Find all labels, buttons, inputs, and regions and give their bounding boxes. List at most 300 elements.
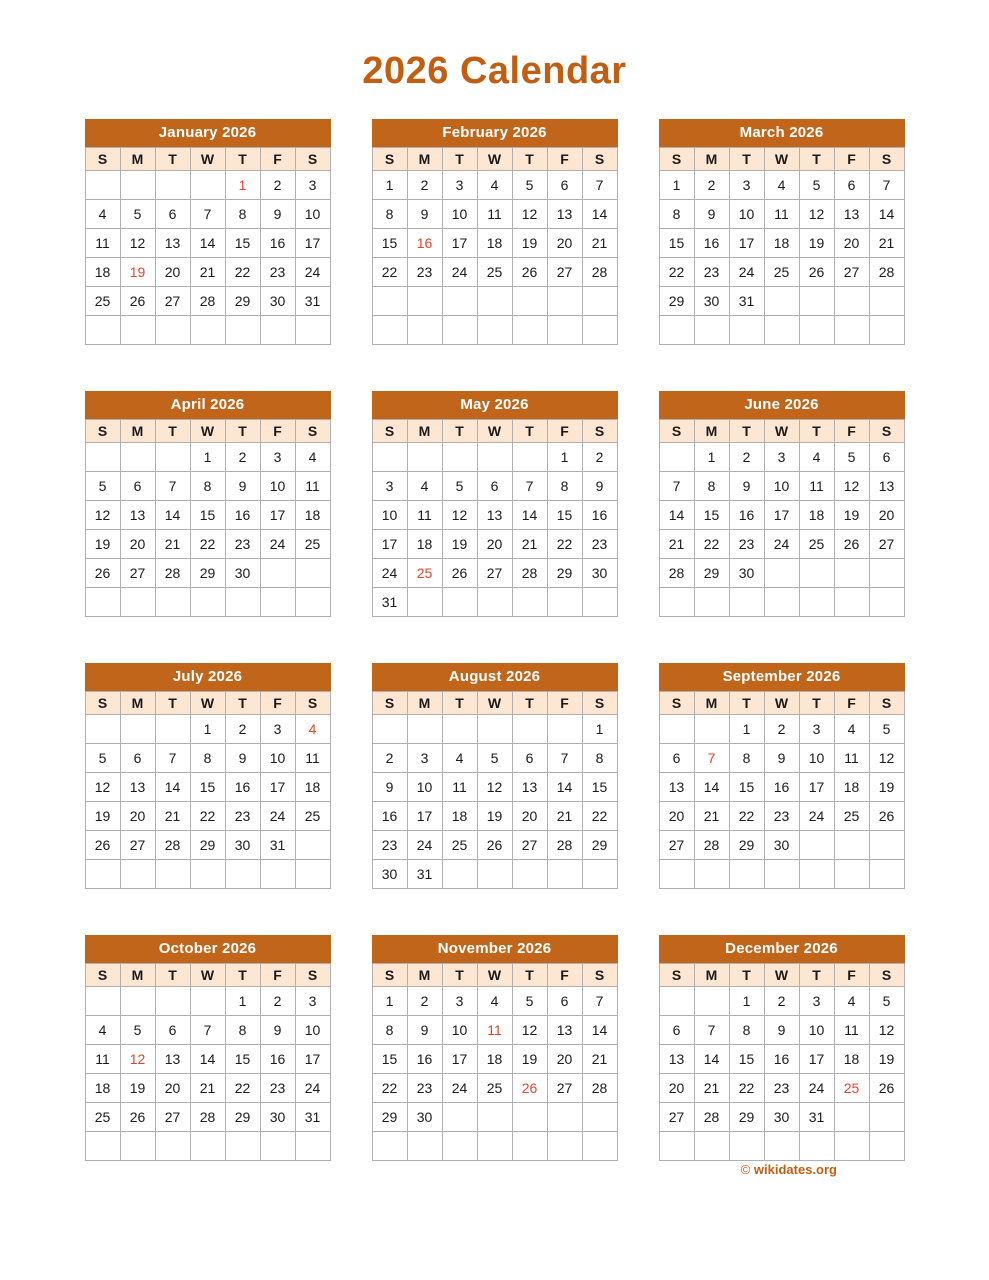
day-cell[interactable]: 22	[729, 802, 764, 831]
day-cell[interactable]: 18	[85, 258, 120, 287]
day-cell[interactable]: 3	[260, 715, 295, 744]
day-cell[interactable]: 17	[799, 773, 834, 802]
day-cell[interactable]: 15	[729, 773, 764, 802]
day-cell[interactable]: 28	[190, 1103, 225, 1132]
day-cell[interactable]: 9	[407, 200, 442, 229]
day-cell[interactable]: 11	[85, 1045, 120, 1074]
day-cell[interactable]: 15	[225, 1045, 260, 1074]
day-cell[interactable]: 30	[407, 1103, 442, 1132]
day-cell[interactable]: 16	[372, 802, 407, 831]
day-cell[interactable]: 3	[799, 987, 834, 1016]
day-cell[interactable]: 13	[547, 1016, 582, 1045]
day-cell-holiday[interactable]: 19	[120, 258, 155, 287]
day-cell[interactable]: 23	[764, 802, 799, 831]
day-cell-holiday[interactable]: 25	[407, 559, 442, 588]
day-cell[interactable]: 5	[120, 200, 155, 229]
day-cell[interactable]: 8	[190, 472, 225, 501]
day-cell[interactable]: 3	[295, 171, 330, 200]
day-cell[interactable]: 28	[155, 559, 190, 588]
day-cell[interactable]: 8	[659, 200, 694, 229]
day-cell[interactable]: 5	[120, 1016, 155, 1045]
day-cell-holiday[interactable]: 26	[512, 1074, 547, 1103]
day-cell[interactable]: 12	[512, 200, 547, 229]
day-cell[interactable]: 2	[764, 715, 799, 744]
day-cell[interactable]: 26	[869, 802, 904, 831]
day-cell[interactable]: 25	[85, 1103, 120, 1132]
day-cell[interactable]: 30	[729, 559, 764, 588]
day-cell[interactable]: 5	[869, 715, 904, 744]
day-cell[interactable]: 16	[764, 1045, 799, 1074]
day-cell[interactable]: 18	[295, 773, 330, 802]
day-cell-holiday[interactable]: 7	[694, 744, 729, 773]
day-cell[interactable]: 29	[729, 831, 764, 860]
day-cell[interactable]: 7	[694, 1016, 729, 1045]
day-cell[interactable]: 27	[477, 559, 512, 588]
day-cell[interactable]: 21	[582, 1045, 617, 1074]
day-cell[interactable]: 14	[547, 773, 582, 802]
day-cell[interactable]: 13	[155, 229, 190, 258]
day-cell[interactable]: 21	[694, 1074, 729, 1103]
day-cell[interactable]: 19	[512, 229, 547, 258]
day-cell[interactable]: 22	[729, 1074, 764, 1103]
day-cell[interactable]: 29	[547, 559, 582, 588]
day-cell[interactable]: 14	[190, 1045, 225, 1074]
day-cell[interactable]: 26	[512, 258, 547, 287]
day-cell[interactable]: 6	[659, 744, 694, 773]
day-cell[interactable]: 22	[659, 258, 694, 287]
day-cell[interactable]: 24	[729, 258, 764, 287]
day-cell[interactable]: 23	[729, 530, 764, 559]
day-cell[interactable]: 13	[512, 773, 547, 802]
day-cell[interactable]: 12	[869, 744, 904, 773]
day-cell[interactable]: 12	[869, 1016, 904, 1045]
day-cell[interactable]: 21	[190, 258, 225, 287]
day-cell[interactable]: 10	[260, 472, 295, 501]
day-cell[interactable]: 2	[225, 715, 260, 744]
day-cell[interactable]: 6	[512, 744, 547, 773]
day-cell[interactable]: 15	[372, 1045, 407, 1074]
day-cell[interactable]: 29	[582, 831, 617, 860]
day-cell[interactable]: 26	[120, 287, 155, 316]
day-cell[interactable]: 30	[225, 559, 260, 588]
day-cell[interactable]: 6	[477, 472, 512, 501]
day-cell[interactable]: 1	[729, 715, 764, 744]
day-cell[interactable]: 30	[764, 1103, 799, 1132]
day-cell[interactable]: 5	[477, 744, 512, 773]
day-cell[interactable]: 15	[659, 229, 694, 258]
day-cell[interactable]: 21	[547, 802, 582, 831]
day-cell-holiday[interactable]: 1	[225, 171, 260, 200]
day-cell[interactable]: 20	[659, 1074, 694, 1103]
day-cell[interactable]: 31	[260, 831, 295, 860]
day-cell[interactable]: 11	[477, 200, 512, 229]
day-cell[interactable]: 16	[764, 773, 799, 802]
day-cell[interactable]: 1	[694, 443, 729, 472]
day-cell[interactable]: 7	[582, 171, 617, 200]
day-cell[interactable]: 7	[869, 171, 904, 200]
day-cell[interactable]: 3	[729, 171, 764, 200]
day-cell[interactable]: 10	[295, 1016, 330, 1045]
day-cell[interactable]: 27	[155, 287, 190, 316]
day-cell[interactable]: 19	[85, 802, 120, 831]
day-cell[interactable]: 2	[260, 171, 295, 200]
day-cell[interactable]: 7	[155, 472, 190, 501]
day-cell[interactable]: 10	[260, 744, 295, 773]
day-cell[interactable]: 9	[694, 200, 729, 229]
day-cell[interactable]: 1	[225, 987, 260, 1016]
day-cell[interactable]: 4	[442, 744, 477, 773]
day-cell[interactable]: 12	[120, 229, 155, 258]
day-cell[interactable]: 17	[729, 229, 764, 258]
day-cell[interactable]: 13	[120, 773, 155, 802]
day-cell-holiday[interactable]: 4	[295, 715, 330, 744]
day-cell[interactable]: 19	[799, 229, 834, 258]
day-cell[interactable]: 20	[120, 530, 155, 559]
day-cell[interactable]: 21	[582, 229, 617, 258]
day-cell[interactable]: 29	[372, 1103, 407, 1132]
day-cell[interactable]: 22	[225, 258, 260, 287]
day-cell[interactable]: 2	[260, 987, 295, 1016]
day-cell[interactable]: 14	[694, 1045, 729, 1074]
day-cell[interactable]: 8	[372, 200, 407, 229]
day-cell[interactable]: 30	[260, 287, 295, 316]
day-cell[interactable]: 20	[547, 229, 582, 258]
day-cell[interactable]: 14	[582, 200, 617, 229]
day-cell[interactable]: 2	[407, 987, 442, 1016]
day-cell[interactable]: 25	[295, 530, 330, 559]
day-cell[interactable]: 23	[764, 1074, 799, 1103]
day-cell[interactable]: 23	[372, 831, 407, 860]
day-cell[interactable]: 11	[799, 472, 834, 501]
day-cell[interactable]: 18	[834, 773, 869, 802]
day-cell[interactable]: 15	[582, 773, 617, 802]
day-cell[interactable]: 3	[295, 987, 330, 1016]
day-cell[interactable]: 10	[372, 501, 407, 530]
day-cell[interactable]: 5	[85, 744, 120, 773]
day-cell[interactable]: 24	[295, 1074, 330, 1103]
day-cell[interactable]: 30	[694, 287, 729, 316]
day-cell[interactable]: 12	[477, 773, 512, 802]
day-cell[interactable]: 27	[659, 831, 694, 860]
day-cell[interactable]: 24	[295, 258, 330, 287]
day-cell[interactable]: 4	[85, 1016, 120, 1045]
day-cell[interactable]: 15	[372, 229, 407, 258]
day-cell[interactable]: 14	[869, 200, 904, 229]
day-cell[interactable]: 11	[442, 773, 477, 802]
day-cell[interactable]: 18	[477, 229, 512, 258]
day-cell[interactable]: 29	[225, 287, 260, 316]
day-cell[interactable]: 11	[295, 744, 330, 773]
day-cell[interactable]: 19	[869, 773, 904, 802]
day-cell[interactable]: 12	[442, 501, 477, 530]
day-cell[interactable]: 31	[372, 588, 407, 617]
day-cell[interactable]: 3	[372, 472, 407, 501]
day-cell[interactable]: 6	[120, 472, 155, 501]
day-cell[interactable]: 26	[799, 258, 834, 287]
day-cell[interactable]: 20	[155, 1074, 190, 1103]
day-cell[interactable]: 14	[659, 501, 694, 530]
day-cell[interactable]: 13	[120, 501, 155, 530]
day-cell[interactable]: 18	[799, 501, 834, 530]
day-cell[interactable]: 18	[477, 1045, 512, 1074]
day-cell[interactable]: 26	[869, 1074, 904, 1103]
day-cell[interactable]: 9	[260, 1016, 295, 1045]
day-cell[interactable]: 22	[372, 258, 407, 287]
day-cell[interactable]: 8	[729, 1016, 764, 1045]
day-cell[interactable]: 24	[260, 530, 295, 559]
day-cell[interactable]: 26	[477, 831, 512, 860]
day-cell[interactable]: 30	[372, 860, 407, 889]
day-cell[interactable]: 29	[694, 559, 729, 588]
day-cell[interactable]: 19	[120, 1074, 155, 1103]
day-cell[interactable]: 14	[155, 501, 190, 530]
day-cell[interactable]: 2	[694, 171, 729, 200]
day-cell[interactable]: 24	[799, 802, 834, 831]
day-cell[interactable]: 23	[407, 1074, 442, 1103]
day-cell[interactable]: 27	[512, 831, 547, 860]
day-cell[interactable]: 14	[190, 229, 225, 258]
day-cell[interactable]: 13	[477, 501, 512, 530]
day-cell[interactable]: 28	[694, 1103, 729, 1132]
day-cell[interactable]: 17	[372, 530, 407, 559]
day-cell[interactable]: 17	[295, 229, 330, 258]
day-cell[interactable]: 22	[547, 530, 582, 559]
day-cell[interactable]: 1	[190, 715, 225, 744]
day-cell[interactable]: 16	[694, 229, 729, 258]
day-cell[interactable]: 16	[407, 1045, 442, 1074]
day-cell[interactable]: 1	[582, 715, 617, 744]
day-cell[interactable]: 30	[260, 1103, 295, 1132]
day-cell[interactable]: 14	[694, 773, 729, 802]
day-cell[interactable]: 18	[764, 229, 799, 258]
day-cell[interactable]: 6	[659, 1016, 694, 1045]
day-cell[interactable]: 28	[190, 287, 225, 316]
day-cell[interactable]: 12	[85, 501, 120, 530]
day-cell[interactable]: 7	[659, 472, 694, 501]
day-cell[interactable]: 19	[85, 530, 120, 559]
day-cell[interactable]: 30	[225, 831, 260, 860]
day-cell[interactable]: 6	[834, 171, 869, 200]
day-cell[interactable]: 4	[764, 171, 799, 200]
day-cell[interactable]: 25	[295, 802, 330, 831]
day-cell[interactable]: 26	[85, 559, 120, 588]
day-cell[interactable]: 23	[225, 530, 260, 559]
day-cell[interactable]: 20	[869, 501, 904, 530]
day-cell[interactable]: 8	[729, 744, 764, 773]
day-cell[interactable]: 8	[694, 472, 729, 501]
day-cell[interactable]: 1	[547, 443, 582, 472]
day-cell[interactable]: 6	[547, 987, 582, 1016]
day-cell[interactable]: 11	[85, 229, 120, 258]
day-cell[interactable]: 6	[547, 171, 582, 200]
day-cell[interactable]: 1	[190, 443, 225, 472]
day-cell[interactable]: 14	[512, 501, 547, 530]
day-cell-holiday[interactable]: 11	[477, 1016, 512, 1045]
day-cell[interactable]: 12	[512, 1016, 547, 1045]
day-cell[interactable]: 23	[260, 258, 295, 287]
day-cell[interactable]: 15	[547, 501, 582, 530]
day-cell[interactable]: 3	[764, 443, 799, 472]
day-cell[interactable]: 13	[547, 200, 582, 229]
day-cell[interactable]: 27	[547, 1074, 582, 1103]
day-cell[interactable]: 18	[442, 802, 477, 831]
day-cell[interactable]: 10	[442, 1016, 477, 1045]
day-cell[interactable]: 17	[442, 229, 477, 258]
day-cell[interactable]: 5	[869, 987, 904, 1016]
day-cell[interactable]: 20	[834, 229, 869, 258]
day-cell[interactable]: 21	[512, 530, 547, 559]
day-cell[interactable]: 27	[155, 1103, 190, 1132]
day-cell[interactable]: 4	[799, 443, 834, 472]
day-cell[interactable]: 21	[659, 530, 694, 559]
day-cell[interactable]: 8	[190, 744, 225, 773]
day-cell[interactable]: 16	[225, 773, 260, 802]
day-cell[interactable]: 25	[834, 802, 869, 831]
day-cell[interactable]: 18	[295, 501, 330, 530]
day-cell[interactable]: 9	[372, 773, 407, 802]
day-cell[interactable]: 8	[372, 1016, 407, 1045]
day-cell[interactable]: 4	[85, 200, 120, 229]
day-cell[interactable]: 7	[155, 744, 190, 773]
day-cell[interactable]: 4	[477, 171, 512, 200]
day-cell[interactable]: 29	[729, 1103, 764, 1132]
day-cell[interactable]: 30	[582, 559, 617, 588]
day-cell[interactable]: 22	[225, 1074, 260, 1103]
day-cell[interactable]: 17	[442, 1045, 477, 1074]
day-cell[interactable]: 19	[869, 1045, 904, 1074]
day-cell[interactable]: 16	[582, 501, 617, 530]
day-cell[interactable]: 21	[190, 1074, 225, 1103]
day-cell[interactable]: 15	[190, 501, 225, 530]
day-cell[interactable]: 31	[295, 1103, 330, 1132]
day-cell[interactable]: 3	[442, 171, 477, 200]
day-cell[interactable]: 11	[834, 744, 869, 773]
day-cell[interactable]: 6	[155, 1016, 190, 1045]
day-cell[interactable]: 10	[799, 744, 834, 773]
day-cell[interactable]: 3	[260, 443, 295, 472]
day-cell[interactable]: 26	[834, 530, 869, 559]
day-cell[interactable]: 24	[372, 559, 407, 588]
day-cell[interactable]: 13	[155, 1045, 190, 1074]
day-cell[interactable]: 24	[260, 802, 295, 831]
day-cell[interactable]: 20	[155, 258, 190, 287]
day-cell[interactable]: 28	[869, 258, 904, 287]
day-cell[interactable]: 6	[120, 744, 155, 773]
day-cell[interactable]: 27	[120, 559, 155, 588]
day-cell[interactable]: 9	[764, 1016, 799, 1045]
day-cell[interactable]: 10	[407, 773, 442, 802]
day-cell[interactable]: 2	[225, 443, 260, 472]
day-cell[interactable]: 7	[190, 200, 225, 229]
day-cell[interactable]: 4	[834, 715, 869, 744]
day-cell[interactable]: 10	[764, 472, 799, 501]
day-cell[interactable]: 10	[729, 200, 764, 229]
day-cell[interactable]: 23	[694, 258, 729, 287]
day-cell[interactable]: 23	[582, 530, 617, 559]
day-cell[interactable]: 20	[547, 1045, 582, 1074]
day-cell[interactable]: 31	[407, 860, 442, 889]
day-cell[interactable]: 17	[295, 1045, 330, 1074]
day-cell[interactable]: 5	[85, 472, 120, 501]
day-cell[interactable]: 4	[295, 443, 330, 472]
day-cell[interactable]: 4	[407, 472, 442, 501]
day-cell[interactable]: 14	[155, 773, 190, 802]
day-cell[interactable]: 20	[659, 802, 694, 831]
day-cell[interactable]: 12	[799, 200, 834, 229]
day-cell[interactable]: 5	[799, 171, 834, 200]
day-cell[interactable]: 20	[477, 530, 512, 559]
day-cell[interactable]: 28	[659, 559, 694, 588]
day-cell[interactable]: 21	[869, 229, 904, 258]
day-cell[interactable]: 3	[442, 987, 477, 1016]
day-cell-holiday[interactable]: 12	[120, 1045, 155, 1074]
day-cell[interactable]: 25	[477, 1074, 512, 1103]
day-cell[interactable]: 25	[799, 530, 834, 559]
day-cell[interactable]: 15	[729, 1045, 764, 1074]
day-cell[interactable]: 13	[834, 200, 869, 229]
day-cell[interactable]: 11	[295, 472, 330, 501]
day-cell[interactable]: 21	[155, 802, 190, 831]
day-cell[interactable]: 18	[407, 530, 442, 559]
day-cell[interactable]: 3	[407, 744, 442, 773]
day-cell[interactable]: 16	[225, 501, 260, 530]
day-cell[interactable]: 24	[442, 258, 477, 287]
day-cell[interactable]: 29	[225, 1103, 260, 1132]
day-cell[interactable]: 1	[372, 987, 407, 1016]
day-cell[interactable]: 9	[225, 744, 260, 773]
day-cell[interactable]: 9	[407, 1016, 442, 1045]
day-cell-holiday[interactable]: 16	[407, 229, 442, 258]
day-cell[interactable]: 29	[190, 831, 225, 860]
day-cell[interactable]: 11	[834, 1016, 869, 1045]
day-cell[interactable]: 15	[225, 229, 260, 258]
day-cell[interactable]: 8	[225, 1016, 260, 1045]
day-cell[interactable]: 28	[155, 831, 190, 860]
day-cell[interactable]: 10	[295, 200, 330, 229]
day-cell[interactable]: 9	[582, 472, 617, 501]
day-cell[interactable]: 4	[834, 987, 869, 1016]
day-cell[interactable]: 8	[225, 200, 260, 229]
day-cell[interactable]: 20	[120, 802, 155, 831]
day-cell[interactable]: 29	[659, 287, 694, 316]
day-cell[interactable]: 11	[407, 501, 442, 530]
day-cell[interactable]: 8	[582, 744, 617, 773]
day-cell[interactable]: 8	[547, 472, 582, 501]
day-cell[interactable]: 16	[260, 1045, 295, 1074]
day-cell[interactable]: 27	[547, 258, 582, 287]
day-cell[interactable]: 7	[190, 1016, 225, 1045]
day-cell[interactable]: 28	[512, 559, 547, 588]
day-cell[interactable]: 2	[582, 443, 617, 472]
day-cell[interactable]: 7	[512, 472, 547, 501]
day-cell[interactable]: 28	[694, 831, 729, 860]
day-cell[interactable]: 6	[869, 443, 904, 472]
day-cell[interactable]: 10	[799, 1016, 834, 1045]
day-cell[interactable]: 20	[512, 802, 547, 831]
day-cell[interactable]: 25	[85, 287, 120, 316]
day-cell[interactable]: 16	[260, 229, 295, 258]
day-cell[interactable]: 19	[512, 1045, 547, 1074]
day-cell[interactable]: 5	[442, 472, 477, 501]
day-cell[interactable]: 27	[120, 831, 155, 860]
day-cell[interactable]: 1	[372, 171, 407, 200]
day-cell[interactable]: 2	[407, 171, 442, 200]
day-cell[interactable]: 18	[834, 1045, 869, 1074]
day-cell[interactable]: 22	[372, 1074, 407, 1103]
day-cell[interactable]: 31	[799, 1103, 834, 1132]
day-cell[interactable]: 18	[85, 1074, 120, 1103]
day-cell[interactable]: 13	[869, 472, 904, 501]
